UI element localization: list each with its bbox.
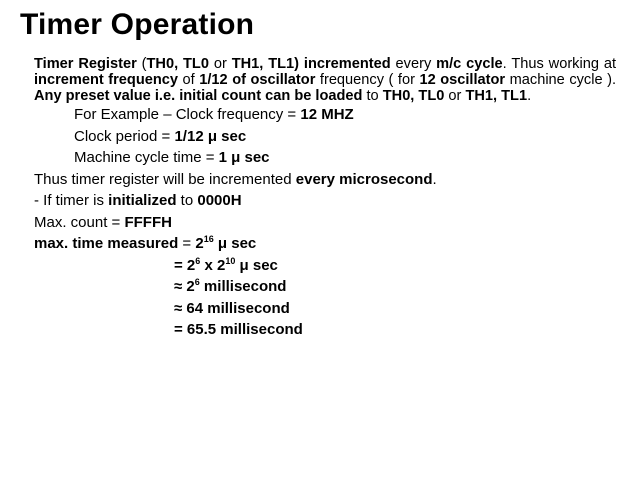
slide-content [34,56,616,341]
calc-step-2: ≈ $2^6$ millisecond [174,277,287,295]
max-time-statement: max. time measured = $2^{16}$ μ sec [34,234,257,252]
max-count-statement: Max. count = FFFFH [34,213,172,231]
example-machine-cycle: Machine cycle time = 1 μ sec [74,149,270,166]
calc-step-1: = $2^6$ x $2^{10}$ μ sec [174,255,278,274]
slide-title: Timer Operation [20,8,255,41]
calc-step-3: ≈ 64 millisecond [174,299,290,317]
increment-statement: Thus timer register will be incremented every microsecond. [34,170,437,188]
initialized-statement: - If timer is initialized to 0000H [34,192,242,209]
calc-step-4: = 65.5 millisecond [174,321,303,338]
example-clock-period: Clock period = 1/12 μ sec [74,127,247,145]
example-clock-frequency: For Example – Clock frequency = 12 MHZ [74,106,354,123]
term-timer-register: Timer Register [34,56,137,72]
intro-paragraph: Timer Register (TH0, TL0 or TH1, TL1) incremented every m/c cycle. Thus working at increment frequency of 1/12 of oscillator frequency ( for 12 oscillator machine cycle ). Any preset value i.e. initial count can be loaded to TH0, TL0 or TH1, TL1. [34,56,617,104]
